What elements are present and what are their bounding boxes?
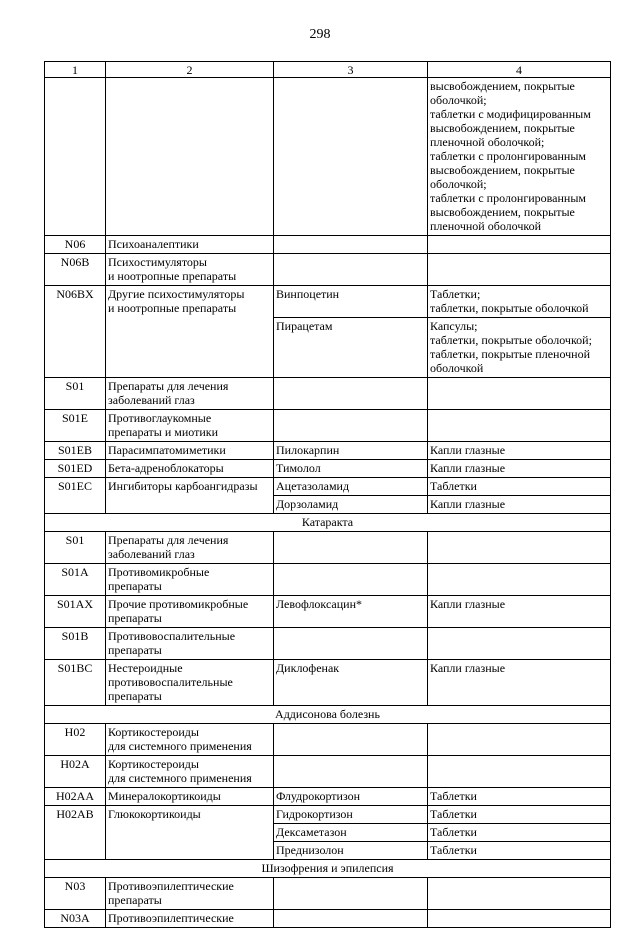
form-cell — [428, 910, 611, 928]
drug-table — [44, 61, 611, 928]
atc-code-cell: S01EC — [45, 478, 106, 514]
drug-cell: Дексаметазон — [274, 824, 428, 842]
form-cell: высвобождением, покрытые оболочкой; таблетки с модифицированным высвобождением, покрытые пленочной оболочкой; таблетки с пролонгированным высвобождением, покрытые оболочкой; таблетки с пролонгированным высвобождением, покрытые пленочной оболочкой — [428, 78, 611, 236]
table-row — [45, 442, 611, 460]
drug-cell: Тимолол — [274, 460, 428, 478]
atc-code-cell: S01BC — [45, 660, 106, 706]
group-cell: Препараты для лечения заболеваний глаз — [106, 532, 274, 564]
form-cell: Таблетки — [428, 806, 611, 824]
drug-cell: Преднизолон — [274, 842, 428, 860]
drug-cell: Пилокарпин — [274, 442, 428, 460]
form-cell — [428, 378, 611, 410]
atc-code-cell: S01E — [45, 410, 106, 442]
table-row — [45, 78, 611, 236]
form-cell: Таблетки — [428, 788, 611, 806]
group-cell: Противоэпилептические препараты — [106, 878, 274, 910]
form-cell: Капли глазные — [428, 460, 611, 478]
form-cell: Таблетки; таблетки, покрытые оболочкой — [428, 286, 611, 318]
table-row — [45, 254, 611, 286]
atc-code-cell: H02AB — [45, 806, 106, 860]
group-cell: Кортикостероиды для системного применения — [106, 724, 274, 756]
form-cell — [428, 532, 611, 564]
column-header: 2 — [106, 62, 274, 78]
atc-code-cell: N06B — [45, 254, 106, 286]
form-cell: Капсулы; таблетки, покрытые оболочкой; таблетки, покрытые пленочной оболочкой — [428, 318, 611, 378]
table-row — [45, 286, 611, 318]
drug-cell: Гидрокортизон — [274, 806, 428, 824]
table-row — [45, 378, 611, 410]
section-row — [45, 860, 611, 878]
section-title: Аддисонова болезнь — [45, 706, 611, 724]
atc-code-cell: S01 — [45, 532, 106, 564]
table-row — [45, 236, 611, 254]
drug-cell: Винпоцетин — [274, 286, 428, 318]
table-row — [45, 806, 611, 824]
page-number: 298 — [309, 27, 331, 42]
form-cell — [428, 724, 611, 756]
form-cell: Таблетки — [428, 824, 611, 842]
form-cell — [428, 410, 611, 442]
group-cell: Минералокортикоиды — [106, 788, 274, 806]
atc-code-cell: H02AA — [45, 788, 106, 806]
table-row — [45, 724, 611, 756]
drug-cell — [274, 410, 428, 442]
table-row — [45, 628, 611, 660]
atc-code-cell: S01 — [45, 378, 106, 410]
drug-cell — [274, 532, 428, 564]
atc-code-cell: S01AX — [45, 596, 106, 628]
group-cell: Ингибиторы карбоангидразы — [106, 478, 274, 514]
group-cell: Глюкокортикоиды — [106, 806, 274, 860]
atc-code-cell: N03 — [45, 878, 106, 910]
drug-cell — [274, 78, 428, 236]
atc-code-cell: S01B — [45, 628, 106, 660]
atc-code-cell: S01A — [45, 564, 106, 596]
table-row — [45, 410, 611, 442]
atc-code-cell: S01ED — [45, 460, 106, 478]
table-row — [45, 460, 611, 478]
form-cell: Капли глазные — [428, 442, 611, 460]
drug-cell: Ацетазоламид — [274, 478, 428, 496]
table-row — [45, 478, 611, 496]
table-header-row — [45, 62, 611, 78]
table-row — [45, 910, 611, 928]
table-row — [45, 788, 611, 806]
group-cell: Прочие противомикробные препараты — [106, 596, 274, 628]
drug-cell — [274, 378, 428, 410]
table-row — [45, 564, 611, 596]
table-row — [45, 596, 611, 628]
column-header: 4 — [428, 62, 611, 78]
drug-cell: Диклофенак — [274, 660, 428, 706]
group-cell: Другие психостимуляторы и ноотропные препараты — [106, 286, 274, 378]
column-header: 1 — [45, 62, 106, 78]
column-header: 3 — [274, 62, 428, 78]
group-cell: Противомикробные препараты — [106, 564, 274, 596]
form-cell — [428, 628, 611, 660]
drug-cell — [274, 564, 428, 596]
drug-cell: Пирацетам — [274, 318, 428, 378]
group-cell: Противоэпилептические — [106, 910, 274, 928]
table-row — [45, 532, 611, 564]
form-cell: Капли глазные — [428, 496, 611, 514]
atc-code-cell: N06BX — [45, 286, 106, 378]
atc-code-cell: N03A — [45, 910, 106, 928]
atc-code-cell: H02A — [45, 756, 106, 788]
drug-cell: Дорзоламид — [274, 496, 428, 514]
group-cell: Нестероидные противовоспалительные препараты — [106, 660, 274, 706]
section-row — [45, 514, 611, 532]
group-cell: Противовоспалительные препараты — [106, 628, 274, 660]
drug-cell — [274, 910, 428, 928]
group-cell: Противоглаукомные препараты и миотики — [106, 410, 274, 442]
form-cell — [428, 254, 611, 286]
section-row — [45, 706, 611, 724]
atc-code-cell: N06 — [45, 236, 106, 254]
section-title: Шизофрения и эпилепсия — [45, 860, 611, 878]
drug-cell — [274, 254, 428, 286]
drug-cell — [274, 236, 428, 254]
form-cell — [428, 756, 611, 788]
drug-cell — [274, 628, 428, 660]
group-cell: Психостимуляторы и ноотропные препараты — [106, 254, 274, 286]
group-cell: Психоаналептики — [106, 236, 274, 254]
drug-cell — [274, 724, 428, 756]
table-row — [45, 660, 611, 706]
table-row — [45, 756, 611, 788]
form-cell — [428, 564, 611, 596]
group-cell: Препараты для лечения заболеваний глаз — [106, 378, 274, 410]
form-cell: Капли глазные — [428, 596, 611, 628]
group-cell — [106, 78, 274, 236]
form-cell: Таблетки — [428, 478, 611, 496]
section-title: Катаракта — [45, 514, 611, 532]
group-cell: Бета-адреноблокаторы — [106, 460, 274, 478]
drug-cell: Флудрокортизон — [274, 788, 428, 806]
atc-code-cell — [45, 78, 106, 236]
group-cell: Парасимпатомиметики — [106, 442, 274, 460]
drug-cell: Левофлоксацин* — [274, 596, 428, 628]
group-cell: Кортикостероиды для системного применения — [106, 756, 274, 788]
atc-code-cell: S01EB — [45, 442, 106, 460]
form-cell: Таблетки — [428, 842, 611, 860]
atc-code-cell: H02 — [45, 724, 106, 756]
form-cell: Капли глазные — [428, 660, 611, 706]
form-cell — [428, 236, 611, 254]
drug-cell — [274, 756, 428, 788]
